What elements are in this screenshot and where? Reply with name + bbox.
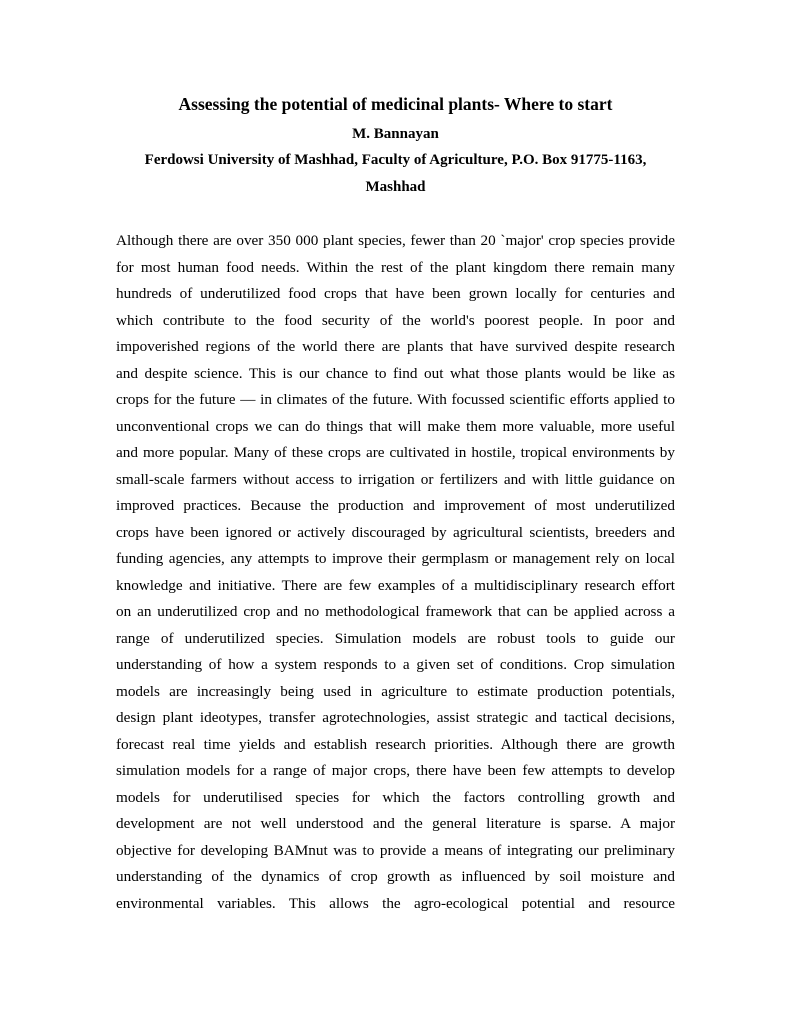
paragraph-line: range of underutilized species. Simulation models are robust tools to guide our	[116, 629, 675, 647]
paragraph-line: and more popular. Many of these crops are cultivated in hostile, tropical environments by	[116, 444, 675, 461]
paragraph-line: design plant ideotypes, transfer agrotechnologies, assist strategic and tactical decisions,	[116, 709, 675, 726]
paragraph-line: improved practices. Because the production and improvement of most underutilized	[116, 497, 675, 514]
paragraph-line: small-scale farmers without access to irrigation or fertilizers and with little guidance on	[116, 470, 675, 488]
paragraph-line: funding agencies, any attempts to improve their germplasm or management rely on local	[116, 550, 675, 567]
paragraph-line: impoverished regions of the world there are plants that have survived despite research	[116, 338, 675, 355]
paragraph-line: understanding of the dynamics of crop growth as influenced by soil moisture and	[116, 868, 675, 885]
paragraph-line: objective for developing BAMnut was to provide a means of integrating our preliminary	[116, 841, 675, 859]
paragraph-line: models are increasingly being used in agriculture to estimate production potentials,	[116, 682, 675, 700]
paragraph-line: forecast real time yields and establish research priorities. Although there are growth	[116, 735, 675, 753]
paragraph-line: environmental variables. This allows the agro-ecological potential and resource	[116, 894, 675, 912]
paragraph-line: Although there are over 350 000 plant species, fewer than 20 `major' crop species provide	[116, 232, 675, 249]
affiliation-line: Mashhad	[365, 178, 426, 195]
body-paragraph	[116, 228, 675, 917]
author-name: M. Bannayan	[352, 126, 439, 142]
paragraph-line: development are not well understood and the general literature is sparse. A major	[116, 815, 675, 832]
paragraph-line: on an underutilized crop and no methodological framework that can be applied across a	[116, 603, 675, 620]
paragraph-line: which contribute to the food security of the world's poorest people. In poor and	[116, 311, 675, 329]
paragraph-line: and despite science. This is our chance to find out what those plants would be like as	[116, 364, 675, 382]
paragraph-line: simulation models for a range of major crops, there have been few attempts to develop	[116, 762, 675, 779]
paragraph-line: knowledge and initiative. There are few examples of a multidisciplinary research effort	[116, 576, 675, 594]
paragraph-line: hundreds of underutilized food crops that have been grown locally for centuries and	[116, 285, 675, 302]
paragraph-line: models for underutilised species for which the factors controlling growth and	[116, 788, 675, 806]
paragraph-line: for most human food needs. Within the rest of the plant kingdom there remain many	[116, 258, 675, 276]
author-affiliation	[116, 147, 675, 200]
paragraph-line: crops have been ignored or actively discouraged by agricultural scientists, breeders and	[116, 523, 675, 541]
paragraph-line: crops for the future — in climates of the future. With focussed scientific efforts applied to	[116, 391, 675, 408]
paragraph-line: understanding of how a system responds to a given set of conditions. Crop simulation	[116, 656, 675, 673]
document-title: Assessing the potential of medicinal plants- Where to start	[178, 94, 613, 114]
affiliation-line: Ferdowsi University of Mashhad, Faculty of Agriculture, P.O. Box 91775-1163,	[144, 152, 647, 168]
paragraph-line: unconventional crops we can do things that will make them more valuable, more useful	[116, 417, 675, 435]
